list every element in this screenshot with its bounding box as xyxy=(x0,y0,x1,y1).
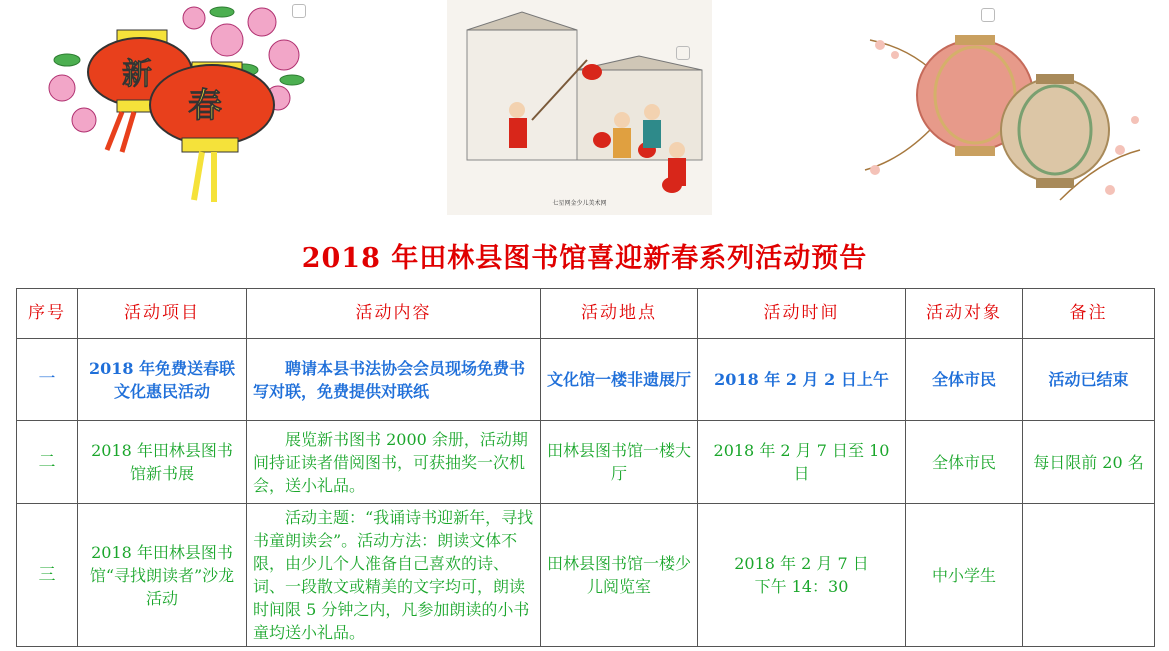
row-time: 2018 年 2 月 7 日至 10 日 xyxy=(698,421,906,504)
children-lanterns-image xyxy=(447,0,712,215)
row-note: 每日限前 20 名 xyxy=(1023,421,1155,504)
table-row xyxy=(17,421,1155,504)
row-number: 一 xyxy=(17,339,78,421)
lantern-character-2: 春 xyxy=(188,86,222,126)
table-row xyxy=(17,504,1155,647)
row-project: 2018 年田林县图书馆“寻找朗读者”沙龙活动 xyxy=(78,504,247,647)
row-audience: 中小学生 xyxy=(906,504,1023,647)
row-project: 2018 年免费送春联文化惠民活动 xyxy=(78,339,247,421)
activity-table xyxy=(16,288,1155,647)
row-content xyxy=(247,504,541,647)
row-audience: 全体市民 xyxy=(906,421,1023,504)
header-note: 备注 xyxy=(1023,289,1155,339)
row-project: 2018 年田林县图书馆新书展 xyxy=(78,421,247,504)
decorated-lanterns-image xyxy=(860,0,1145,215)
row-time-line1: 2018 年 2 月 7 日 xyxy=(734,554,869,573)
image-caption: 七星网金少儿美术网 xyxy=(552,200,607,207)
table-header-row xyxy=(17,289,1155,339)
floral-lanterns-illustration xyxy=(860,0,1145,215)
row-time-line2: 下午 14：30 xyxy=(754,577,849,596)
header-number: 序号 xyxy=(17,289,78,339)
row-location: 田林县图书馆一楼少儿阅览室 xyxy=(541,504,698,647)
lantern-illustration xyxy=(22,0,312,215)
header-audience: 活动对象 xyxy=(906,289,1023,339)
lantern-character-1: 新 xyxy=(122,57,152,92)
image-search-icon[interactable] xyxy=(981,8,995,22)
row-content-text: 展览新书图书 2000 余册，活动期间持证读者借阅图书，可获抽奖一次机会，送小礼品。 xyxy=(253,429,528,495)
spring-lanterns-image xyxy=(22,0,312,215)
children-illustration xyxy=(447,0,712,215)
page-title: 2018 年田林县图书馆喜迎新春系列活动预告 xyxy=(301,243,868,274)
row-content xyxy=(247,421,541,504)
row-content-text: 活动主题：“我诵诗书迎新年，寻找书童朗读会”。活动方法：朗读文体不限，由少儿个人准备自己喜欢的诗、词、一段散文或精美的文字均可，朗读时间限 5 分钟之内，凡参加朗读的小书童均送小礼品。 xyxy=(253,508,534,642)
row-location: 文化馆一楼非遗展厅 xyxy=(541,339,698,421)
header-content: 活动内容 xyxy=(247,289,541,339)
header-project: 活动项目 xyxy=(78,289,247,339)
row-number: 二 xyxy=(17,421,78,504)
row-time xyxy=(698,504,906,647)
row-note xyxy=(1023,504,1155,647)
row-number: 三 xyxy=(17,504,78,647)
row-content xyxy=(247,339,541,421)
header-time: 活动时间 xyxy=(698,289,906,339)
image-search-icon[interactable] xyxy=(292,4,306,18)
row-time: 2018 年 2 月 2 日上午 xyxy=(698,339,906,421)
table-row xyxy=(17,339,1155,421)
image-search-icon[interactable] xyxy=(676,46,690,60)
row-note: 活动已结束 xyxy=(1023,339,1155,421)
row-audience: 全体市民 xyxy=(906,339,1023,421)
row-content-text: 聘请本县书法协会会员现场免费书写对联，免费提供对联纸 xyxy=(253,358,526,401)
header-location: 活动地点 xyxy=(541,289,698,339)
row-location: 田林县图书馆一楼大厅 xyxy=(541,421,698,504)
